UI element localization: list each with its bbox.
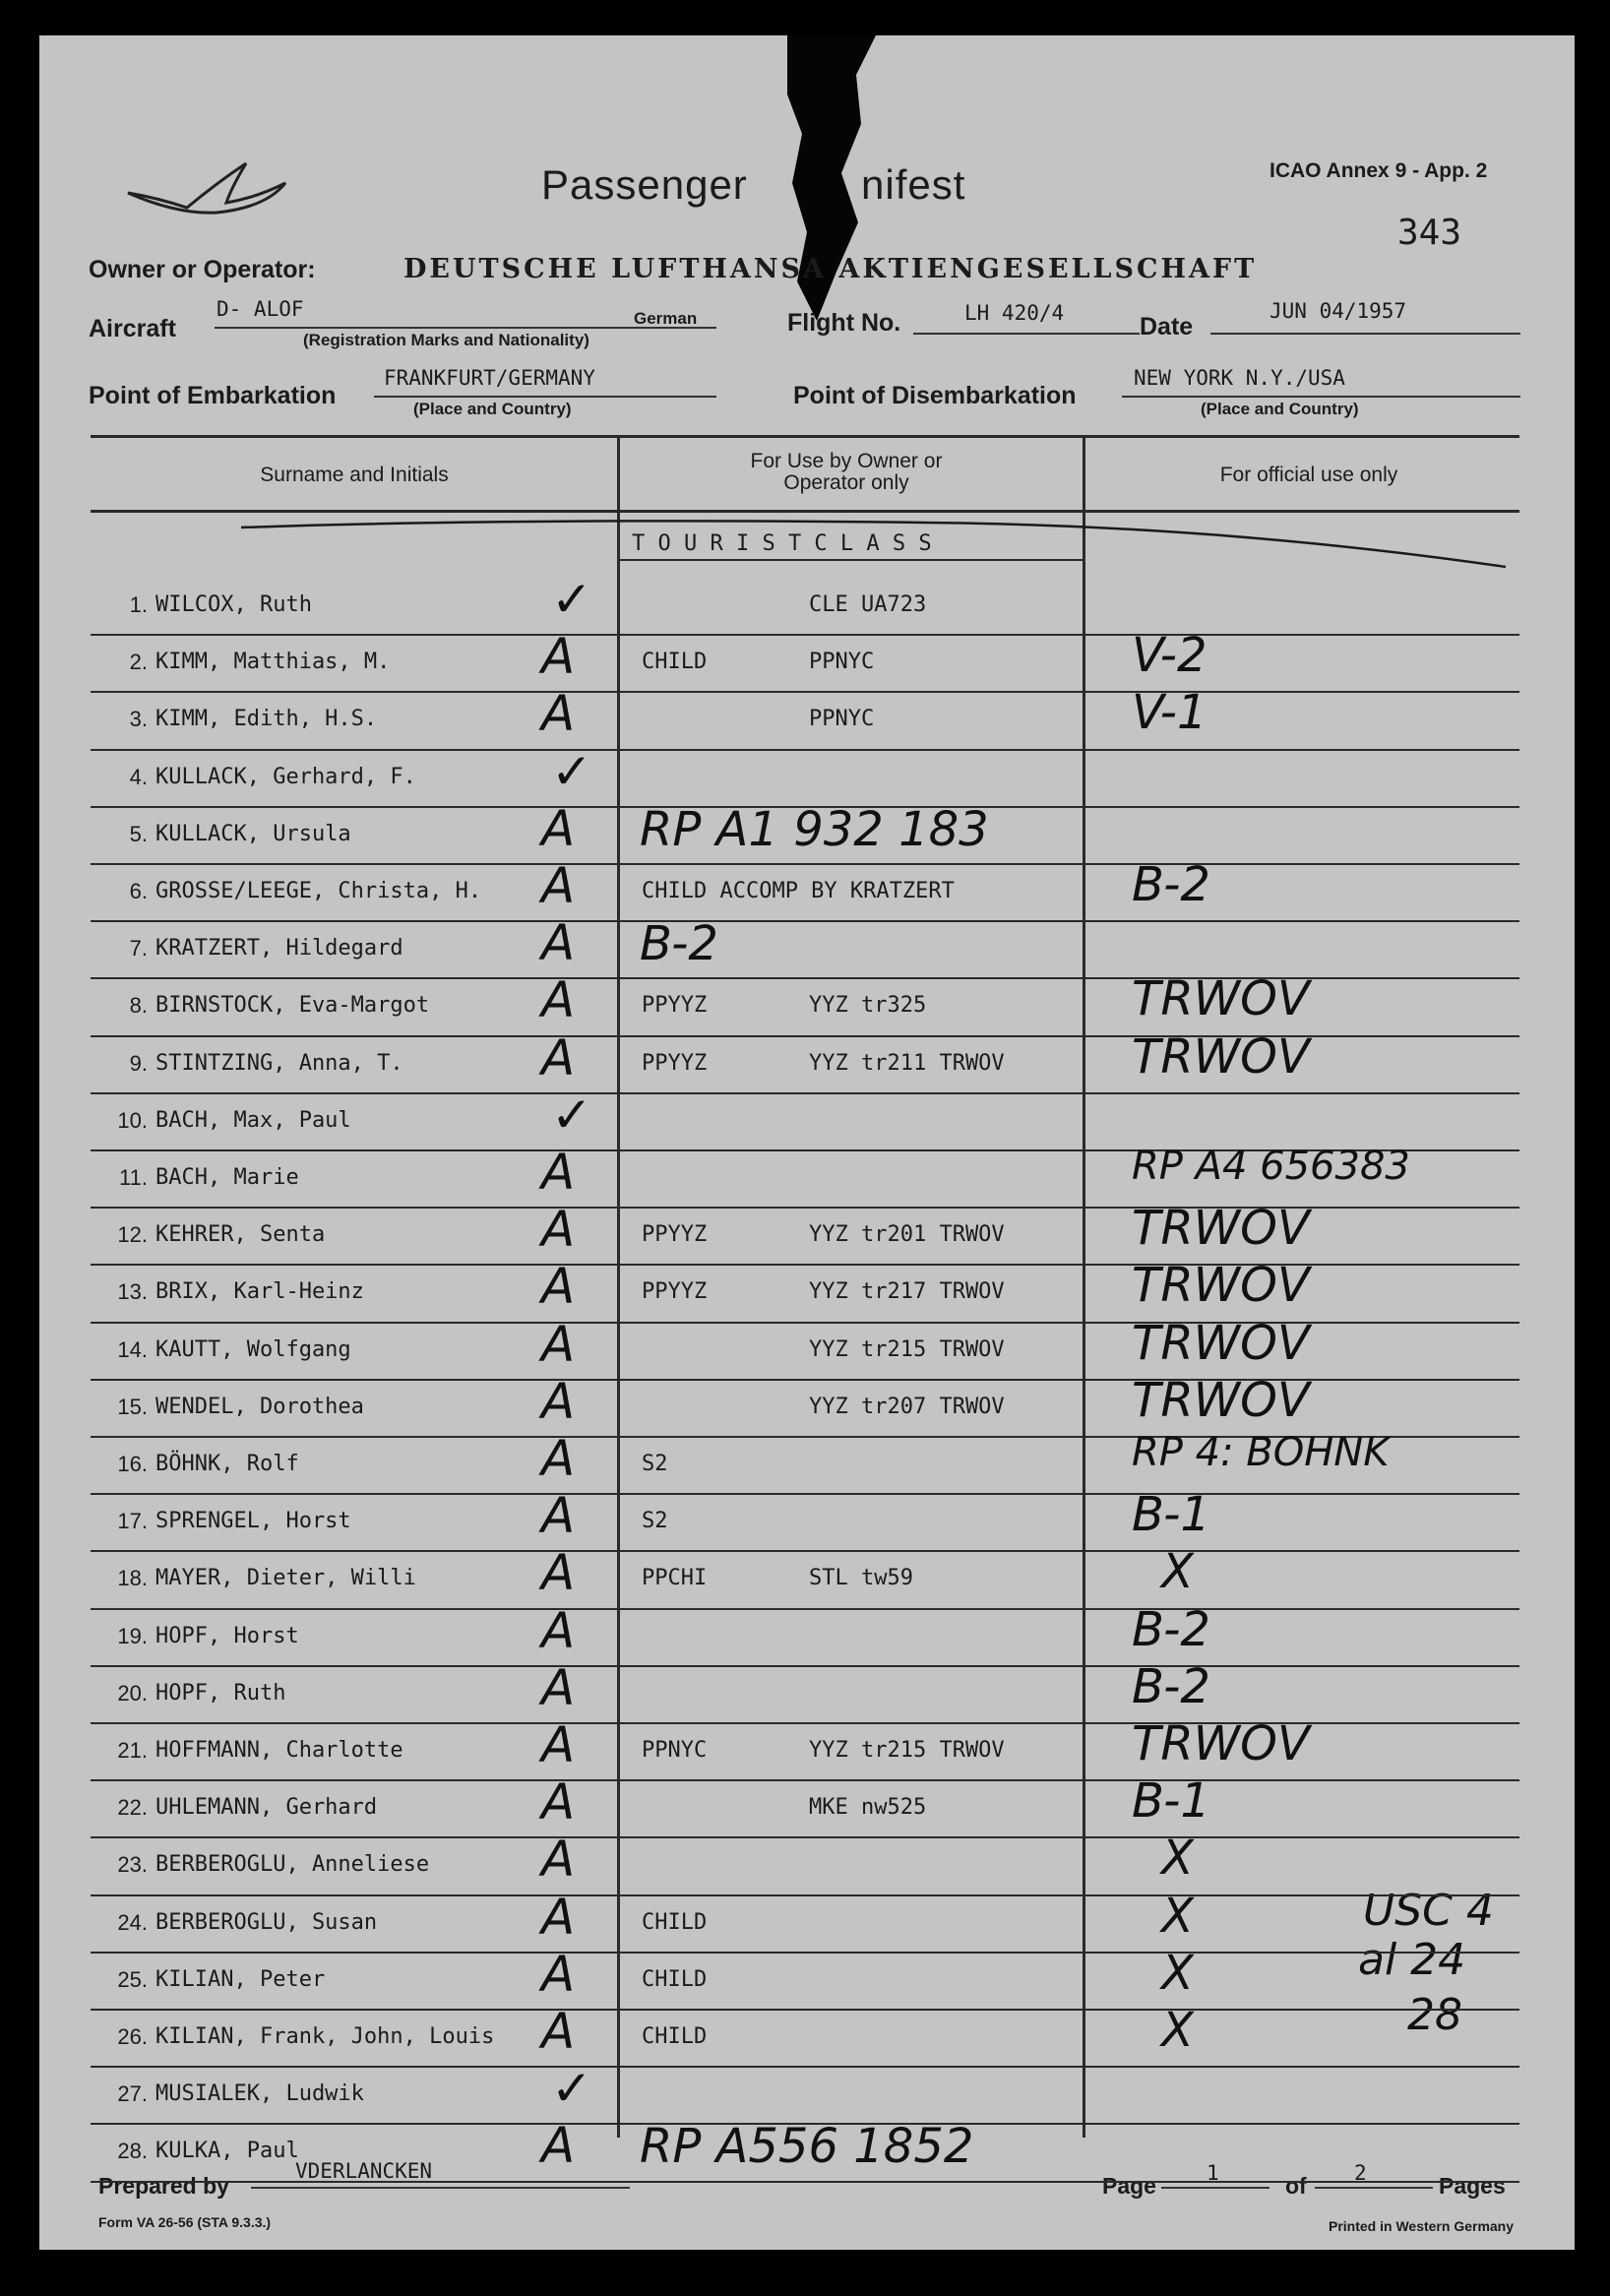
operator-col2: YYZ tr217 TRWOV [809,1279,1005,1305]
aircraft-underline [215,327,716,329]
row-number: 14. [117,1336,148,1362]
passenger-name: HOFFMANN, Charlotte [155,1738,403,1763]
official-mark: B-1 [1132,1773,1210,1830]
passenger-name: KIMM, Edith, H.S. [155,707,378,732]
row-number: 28. [117,2139,148,2164]
official-mark: X [1161,1831,1194,1887]
row-number: 3. [129,707,148,732]
row-number: 27. [117,2081,148,2107]
owner-value: DEUTSCHE LUFTHANSA AKTIENGESELLSCHAFT [403,254,1258,284]
row-number: 20. [117,1680,148,1706]
status-mark: A [541,1716,576,1773]
passenger-name: MAYER, Dieter, Willi [155,1566,416,1591]
row-number: 10. [117,1107,148,1133]
status-mark: A [541,799,576,857]
of-label: of [1285,2173,1307,2199]
row-number: 11. [119,1165,148,1190]
title-right: nifest [861,161,966,208]
row-number: 26. [117,2024,148,2049]
status-mark: A [541,1658,576,1716]
passenger-name: KEHRER, Senta [155,1222,326,1248]
status-mark: A [541,857,576,914]
aircraft-label: Aircraft [89,315,176,342]
flight-value: LH 420/4 [964,301,1065,325]
passenger-name: BERBEROGLU, Anneliese [155,1852,430,1878]
embark-value: FRANKFURT/GERMANY [384,366,595,390]
official-mark: RP 4: BOHNK [1132,1430,1390,1475]
operator-col1: PPNYC [642,1738,708,1763]
disembark-sub: (Place and Country) [1201,400,1359,418]
prepared-label: Prepared by [98,2173,229,2199]
operator-col2: YYZ tr201 TRWOV [809,1222,1005,1248]
status-mark: ✓ [551,742,592,800]
passenger-name: KULKA, Paul [155,2139,299,2164]
row-rule [91,1092,1519,1094]
row-number: 7. [129,936,148,962]
row-number: 21. [117,1738,148,1763]
date-value: JUN 04/1957 [1269,299,1407,323]
row-rule [91,1894,1519,1896]
prepared-underline [251,2187,630,2189]
operator-handwritten: RP A556 1852 [640,2119,974,2175]
operator-col1: PPYYZ [642,1222,708,1248]
status-mark: A [541,971,576,1029]
date-underline [1210,333,1520,335]
official-mark: B-2 [1132,857,1210,912]
row-number: 8. [129,993,148,1019]
col-header-name: Surname and Initials [260,464,449,486]
operator-col1: S2 [642,1509,668,1534]
row-rule [91,749,1519,751]
embark-underline [374,396,716,398]
of-underline [1315,2187,1433,2189]
lufthansa-crane-logo [118,154,295,222]
margin-note-1: USC 4 [1363,1886,1494,1936]
status-mark: A [541,1028,576,1086]
row-number: 17. [117,1509,148,1534]
passenger-name: KRATZERT, Hildegard [155,936,403,962]
passenger-name: BACH, Max, Paul [155,1107,351,1133]
row-rule [91,1550,1519,1552]
aircraft-nationality: German [634,309,698,328]
status-mark: A [541,1945,576,2003]
row-rule [91,1779,1519,1781]
page-underline [1161,2187,1269,2189]
flight-underline [913,333,1140,335]
official-mark: V-1 [1132,685,1208,741]
status-mark: A [541,2003,576,2060]
form-id: Form VA 26-56 (STA 9.3.3.) [98,2214,272,2230]
operator-col2: YYZ tr211 TRWOV [809,1050,1005,1076]
title-left: Passenger [541,161,748,208]
status-mark: A [541,1544,576,1602]
row-number: 18. [117,1566,148,1591]
flight-label: Flight No. [787,309,901,337]
passenger-name: STINTZING, Anna, T. [155,1050,403,1076]
operator-col1: CHILD [642,2024,708,2049]
status-mark: A [541,685,576,743]
operator-col2: MKE nw525 [809,1795,927,1821]
manifest-page [39,35,1575,2250]
passenger-name: BÖHNK, Rolf [155,1452,299,1476]
operator-col2: YYZ tr325 [809,993,927,1019]
col-header-official: For official use only [1219,464,1398,486]
row-number: 6. [129,879,148,903]
row-rule [91,920,1519,922]
embark-sub: (Place and Country) [413,400,572,418]
embark-label: Point of Embarkation [89,382,337,409]
official-mark: X [1161,1544,1194,1600]
passenger-name: GROSSE/LEEGE, Christa, H. [155,879,482,903]
page-value: 1 [1207,2161,1219,2185]
passenger-name: KILIAN, Frank, John, Louis [155,2024,495,2049]
status-mark: A [541,1372,576,1430]
operator-col1: PPCHI [642,1566,708,1591]
aircraft-sub: (Registration Marks and Nationality) [303,331,589,349]
operator-col1: S2 [642,1452,668,1476]
margin-note-2: al 24 [1358,1935,1466,1985]
document-number: 343 [1397,213,1462,253]
status-mark: A [541,1144,576,1201]
row-number: 24. [117,1909,148,1935]
operator-col1: PPYYZ [642,1279,708,1305]
status-mark: ✓ [551,2060,592,2118]
table-top-rule [91,435,1519,438]
printed-in: Printed in Western Germany [1329,2218,1515,2234]
official-mark: TRWOV [1132,971,1310,1027]
page-label: Page [1102,2173,1156,2199]
row-number: 22. [117,1795,148,1821]
row-number: 4. [129,764,148,789]
status-mark: A [541,1258,576,1316]
passenger-name: HOPF, Ruth [155,1680,286,1706]
status-mark: ✓ [551,1086,592,1144]
operator-col2: YYZ tr215 TRWOV [809,1738,1005,1763]
col-header-operator: For Use by Owner or Operator only [750,450,943,494]
official-mark: X [1161,1888,1194,1944]
official-mark: TRWOV [1132,1372,1310,1428]
row-rule [91,1952,1519,1954]
official-mark: V-2 [1132,628,1208,684]
operator-col1: CHILD [642,1966,708,1992]
row-number: 13. [117,1279,148,1305]
row-number: 9. [129,1050,148,1076]
official-mark: TRWOV [1132,1315,1310,1371]
status-mark: A [541,2117,576,2175]
operator-col2: PPNYC [809,650,875,675]
of-value: 2 [1354,2161,1367,2185]
official-mark: B-2 [1132,1601,1210,1657]
operator-col1: PPYYZ [642,993,708,1019]
annex-ref: ICAO Annex 9 - App. 2 [1269,159,1488,182]
row-rule [91,1608,1519,1610]
official-mark: TRWOV [1132,1028,1310,1085]
operator-col1: PPYYZ [642,1050,708,1076]
section-tourist-class: T O U R I S T C L A S S [632,531,932,556]
row-number: 1. [129,592,148,617]
status-mark: A [541,1201,576,1259]
passenger-name: BERBEROGLU, Susan [155,1909,378,1935]
pages-label: Pages [1439,2173,1506,2199]
operator-col1: CHILD [642,650,708,675]
status-mark: A [541,1430,576,1487]
status-mark: A [541,628,576,686]
official-mark: TRWOV [1132,1258,1310,1314]
official-mark: B-2 [1132,1658,1210,1714]
operator-col2: STL tw59 [809,1566,913,1591]
row-rule [91,863,1519,865]
row-rule [91,1836,1519,1838]
official-mark: TRWOV [1132,1201,1310,1257]
official-mark: X [1161,1945,1194,2001]
row-number: 12. [117,1222,148,1248]
status-mark: ✓ [551,571,592,628]
section-underline [620,559,1083,561]
row-rule [91,2181,1519,2183]
operator-col1: CHILD ACCOMP BY KRATZERT [642,879,955,903]
passenger-name: BIRNSTOCK, Eva-Margot [155,993,430,1019]
passenger-name: UHLEMANN, Gerhard [155,1795,378,1821]
disembark-underline [1122,396,1520,398]
status-mark: A [541,914,576,972]
row-rule [91,2066,1519,2068]
passenger-name: BACH, Marie [155,1165,299,1190]
operator-handwritten: RP A1 932 183 [640,801,989,857]
status-mark: A [541,1601,576,1659]
status-mark: A [541,1773,576,1831]
passenger-name: KILIAN, Peter [155,1966,326,1992]
operator-col2: YYZ tr215 TRWOV [809,1336,1005,1362]
passenger-name: HOPF, Horst [155,1623,299,1648]
status-mark: A [541,1888,576,1946]
row-number: 19. [117,1623,148,1648]
official-mark: TRWOV [1132,1716,1310,1771]
date-label: Date [1140,313,1194,341]
owner-label: Owner or Operator: [89,256,316,283]
row-number: 5. [129,821,148,846]
passenger-name: WILCOX, Ruth [155,592,312,617]
status-mark: A [541,1315,576,1373]
row-number: 16. [117,1452,148,1476]
operator-handwritten: B-2 [640,916,718,972]
official-mark: B-1 [1132,1487,1210,1543]
status-mark: A [541,1487,576,1545]
prepared-value: VDERLANCKEN [295,2159,433,2183]
passenger-name: KULLACK, Gerhard, F. [155,764,416,789]
passenger-name: KAUTT, Wolfgang [155,1336,351,1362]
row-number: 23. [117,1852,148,1878]
row-number: 25. [117,1966,148,1992]
row-rule [91,1665,1519,1667]
disembark-value: NEW YORK N.Y./USA [1134,366,1345,390]
margin-note-3: 28 [1407,1990,1462,2040]
official-mark: X [1161,2003,1194,2058]
passenger-name: MUSIALEK, Ludwik [155,2081,364,2107]
official-mark: RP A4 656383 [1132,1144,1410,1189]
row-number: 15. [117,1394,148,1419]
operator-col1: CHILD [642,1909,708,1935]
passenger-name: KIMM, Matthias, M. [155,650,391,675]
status-mark: A [541,1831,576,1889]
row-number: 2. [129,650,148,675]
row-rule [91,2009,1519,2011]
passenger-name: KULLACK, Ursula [155,821,351,846]
passenger-name: BRIX, Karl-Heinz [155,1279,364,1305]
passenger-name: WENDEL, Dorothea [155,1394,364,1419]
disembark-label: Point of Disembarkation [793,382,1077,409]
operator-col2: CLE UA723 [809,592,927,617]
passenger-name: SPRENGEL, Horst [155,1509,351,1534]
operator-col2: PPNYC [809,707,875,732]
row-rule [91,691,1519,693]
row-rule [91,1493,1519,1495]
operator-col2: YYZ tr207 TRWOV [809,1394,1005,1419]
row-rule [91,634,1519,636]
aircraft-value: D- ALOF [217,297,304,321]
